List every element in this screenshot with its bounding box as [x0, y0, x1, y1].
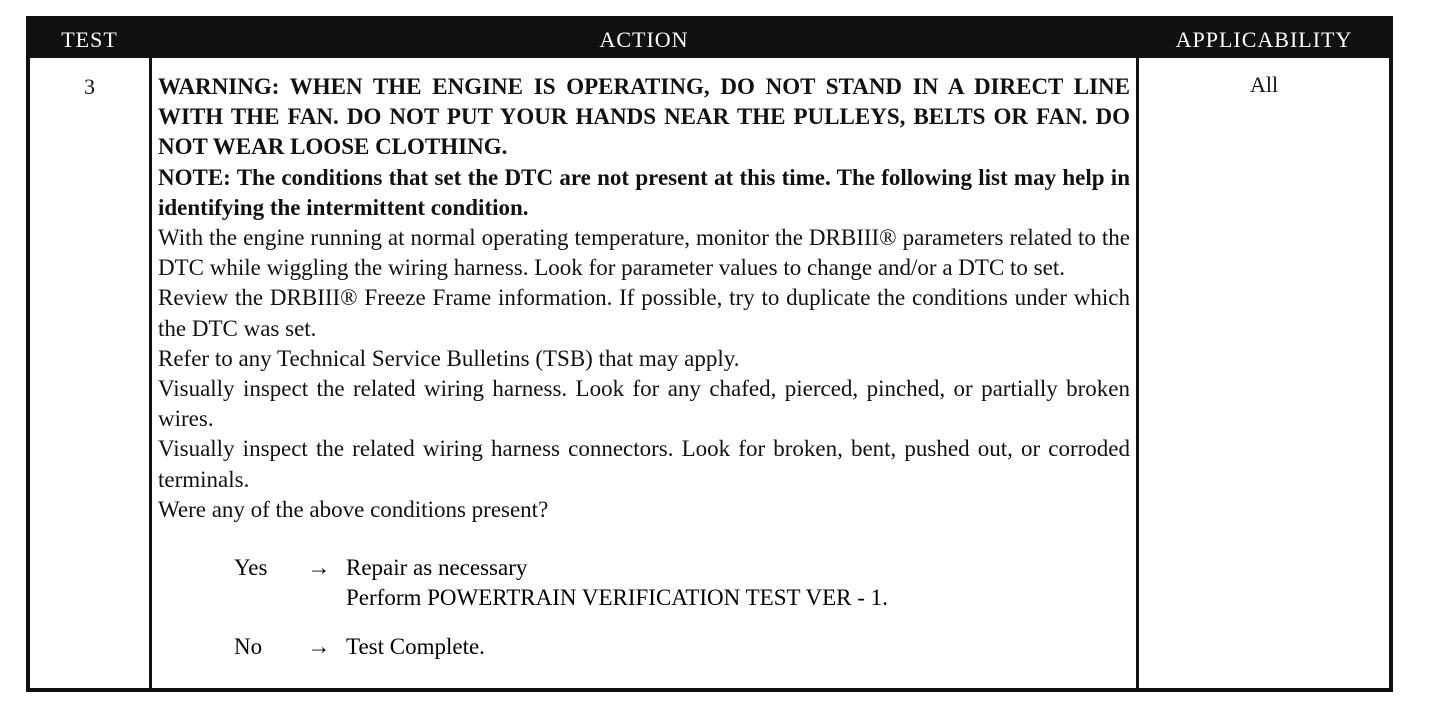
yes-action-line-2: Perform POWERTRAIN VERIFICATION TEST VER - 1.	[346, 585, 888, 610]
header-action: ACTION	[599, 27, 689, 52]
column-divider-test	[149, 58, 152, 688]
note-text: NOTE: The conditions that set the DTC are not present at this time. The following list may help in identifying the intermittent condition.	[158, 164, 1130, 220]
applicability-value: All	[1249, 72, 1279, 97]
step-inspect-harness: Visually inspect the related wiring harness. Look for any chafed, pierced, pinched, or partially broken wires.	[158, 376, 1130, 432]
arrow-icon: →	[307, 634, 331, 659]
no-action-line-1: Test Complete.	[346, 634, 485, 659]
yes-action-line-1: Repair as necessary	[346, 555, 528, 580]
header-test: TEST	[61, 27, 118, 52]
step-monitor-parameters: With the engine running at normal operating temperature, monitor the DRBIII® parameters related to the DTC while wiggling the wiring harness. Look for parameter values to change and/or a DTC to set.	[158, 225, 1130, 281]
answer-yes	[234, 553, 1094, 613]
no-label: No	[234, 634, 263, 659]
step-review-freeze-frame: Review the DRBIII® Freeze Frame information. If possible, try to duplicate the conditions under which the DTC was set.	[158, 285, 1130, 341]
question-text: Were any of the above conditions present?	[158, 496, 549, 522]
step-refer-tsb: Refer to any Technical Service Bulletins (TSB) that may apply.	[158, 345, 740, 371]
test-number: 3	[84, 74, 95, 99]
step-inspect-connectors: Visually inspect the related wiring harness connectors. Look for broken, bent, pushed out, or corroded terminals.	[158, 436, 1130, 492]
answer-no	[234, 632, 1094, 662]
column-divider-applicability	[1136, 58, 1139, 688]
header-applicability: APPLICABILITY	[1175, 27, 1353, 52]
warning-text: WARNING: WHEN THE ENGINE IS OPERATING, DO NOT STAND IN A DIRECT LINE WITH THE FAN. DO NOT PUT YOUR HANDS NEAR THE PULLEYS, BELTS OR FAN. DO NOT WEAR LOOSE CLOTHING.	[158, 74, 1130, 160]
arrow-icon: →	[307, 555, 331, 580]
yes-label: Yes	[234, 555, 268, 580]
action-text	[158, 72, 1130, 525]
table-header	[30, 20, 1389, 58]
answer-branches	[234, 553, 1094, 662]
